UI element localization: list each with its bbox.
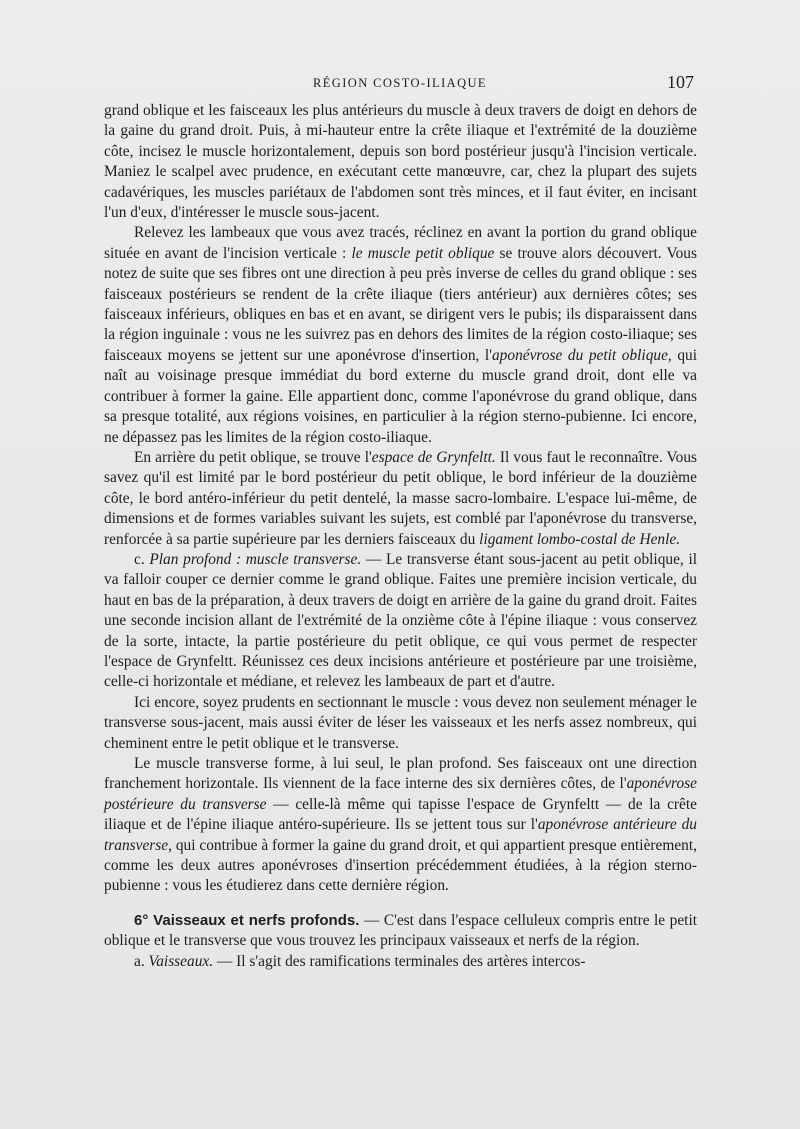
text-run: , qui naît au voisinage presque immédiat du bord externe du muscle grand droit, dont elle va contribuer à former la gaine. Elle appartient donc, comme l'aponévrose du grand oblique, dans sa presque totalité, aux régions voisines, en particulier à la région sterno-pubienne. Ici encore, ne dépassez pas les limites de la région costo-iliaque. (104, 346, 697, 446)
running-head (104, 70, 696, 94)
text-run: a. (134, 952, 149, 970)
text-run: — Le transverse étant sous-jacent au petit oblique, il va falloir couper ce dernier comme le grand oblique. Faites une première incision verticale, du haut en bas de la préparation, à deux travers de doigt en arrière de la gaine du grand droit. Faites une seconde incision allant de l'extrémité de la onzième côte à l'épine iliaque : vous conservez de la sorte, intacte, la partie postérieure du petit oblique, ce qui vous permet de respecter l'espace de Grynfeltt. Réunissez ces deux incisions antérieure et postérieure par une troisième, celle-ci horizontale et médiane, et relevez les lambeaux de part et d'autre. (104, 550, 697, 691)
paragraph-6 (104, 754, 697, 897)
paragraph-4 (104, 550, 697, 693)
text-run: Le muscle transverse forme, à lui seul, le plan profond. Ses faisceaux ont une direction franchement horizontale. Ils viennent de la face interne des six dernières côtes, de l' (104, 755, 697, 793)
italic-term: aponévrose antérieure du transverse (104, 816, 697, 854)
paragraph-5: Ici encore, soyez prudents en sectionnant le muscle : vous devez non seulement ménager le transverse sous-jacent, mais aussi éviter de léser les vaisseaux et les nerfs assez nombreux, qui cheminent entre le petit oblique et le transverse. (104, 693, 697, 752)
italic-heading: Vaisseaux. (148, 952, 214, 970)
section-heading: 6° Vaisseaux et nerfs profonds. (134, 911, 360, 929)
italic-term: ligament lombo-costal de Henle. (479, 530, 681, 548)
running-title: RÉGION COSTO-ILIAQUE (313, 76, 487, 90)
text-run: Il vous faut le reconnaître. Vous savez qu'il est limité par le bord postérieur du petit oblique, le bord inférieur de la douzième côte, le bord antéro-inférieur du petit dentelé, la masse sacro-lombaire. L'espace lui-même, de dimensions et de formes variables suivant les sujets, est comblé par l'aponévrose du transverse, renforcée à sa partie supérieure par les derniers faisceaux du (104, 448, 698, 548)
italic-term: le muscle petit oblique (351, 244, 495, 262)
body-text (104, 101, 697, 972)
text-run: c. (134, 550, 150, 568)
italic-term: espace de Grynfeltt. (371, 448, 496, 466)
paragraph-3 (104, 448, 697, 550)
italic-heading: Plan profond : muscle transverse. (149, 550, 362, 568)
paragraph-8 (104, 952, 697, 972)
paragraph-7 (104, 911, 697, 952)
text-run: , qui contribue à former la gaine du grand droit, et qui appartient presque entièrement, comme les deux autres aponévroses d'insertion précédemment étudiées, à la région sterno-pubienne : vous les étudierez dans cette dernière région. (104, 836, 697, 895)
paragraph-1: grand oblique et les faisceaux les plus antérieurs du muscle à deux travers de doigt en dehors de la gaine du grand droit. Puis, à mi-hauteur entre la crête iliaque et l'extrémité de la douzième côte, incisez le muscle horizontalement, depuis son bord postérieur jusqu'à l'incision verticale. Maniez le scalpel avec prudence, en exécutant cette manœuvre, car, chez la plupart des sujets cadavériques, les muscles pariétaux de l'abdomen sont très minces, et il faut éviter, en incisant l'un d'eux, d'intéresser le muscle sous-jacent. (104, 102, 697, 222)
text-run: se trouve alors découvert. Vous notez de suite que ses fibres ont une direction à peu près inverse de celles du grand oblique : ses faisceaux postérieurs se rendent de la crête iliaque (tiers antérieur) aux dernières côtes; ses faisceaux inférieurs, obliques en bas et en avant, se dirigent vers le pubis; ils disparaissent dans la région inguinale : vous ne les suivrez pas en dehors des limites de la région costo-iliaque; ses faisceaux moyens se jettent sur une aponévrose d'insertion, l' (104, 244, 697, 364)
text-run: — Il s'agit des ramifications terminales des artères intercos- (213, 952, 586, 970)
italic-term: aponévrose postérieure du transverse (104, 775, 697, 813)
italic-term: aponévrose du petit oblique (491, 346, 668, 364)
text-run: — celle-là même qui tapisse l'espace de Grynfeltt — de la crête iliaque et de l'épine iliaque antéro-supérieure. Ils se jettent tous sur l' (104, 795, 697, 834)
text-run: En arrière du petit oblique, se trouve l' (134, 448, 372, 466)
text-run: — C'est dans l'espace celluleux compris entre le petit oblique et le transverse que vous trouvez les principaux vaisseaux et nerfs de la région. (104, 911, 698, 950)
page-number: 107 (667, 72, 694, 92)
paragraph-2 (104, 223, 697, 447)
text-run: Relevez les lambeaux que vous avez tracés, réclinez en avant la portion du grand oblique située en avant de l'incision verticale : (104, 224, 697, 262)
